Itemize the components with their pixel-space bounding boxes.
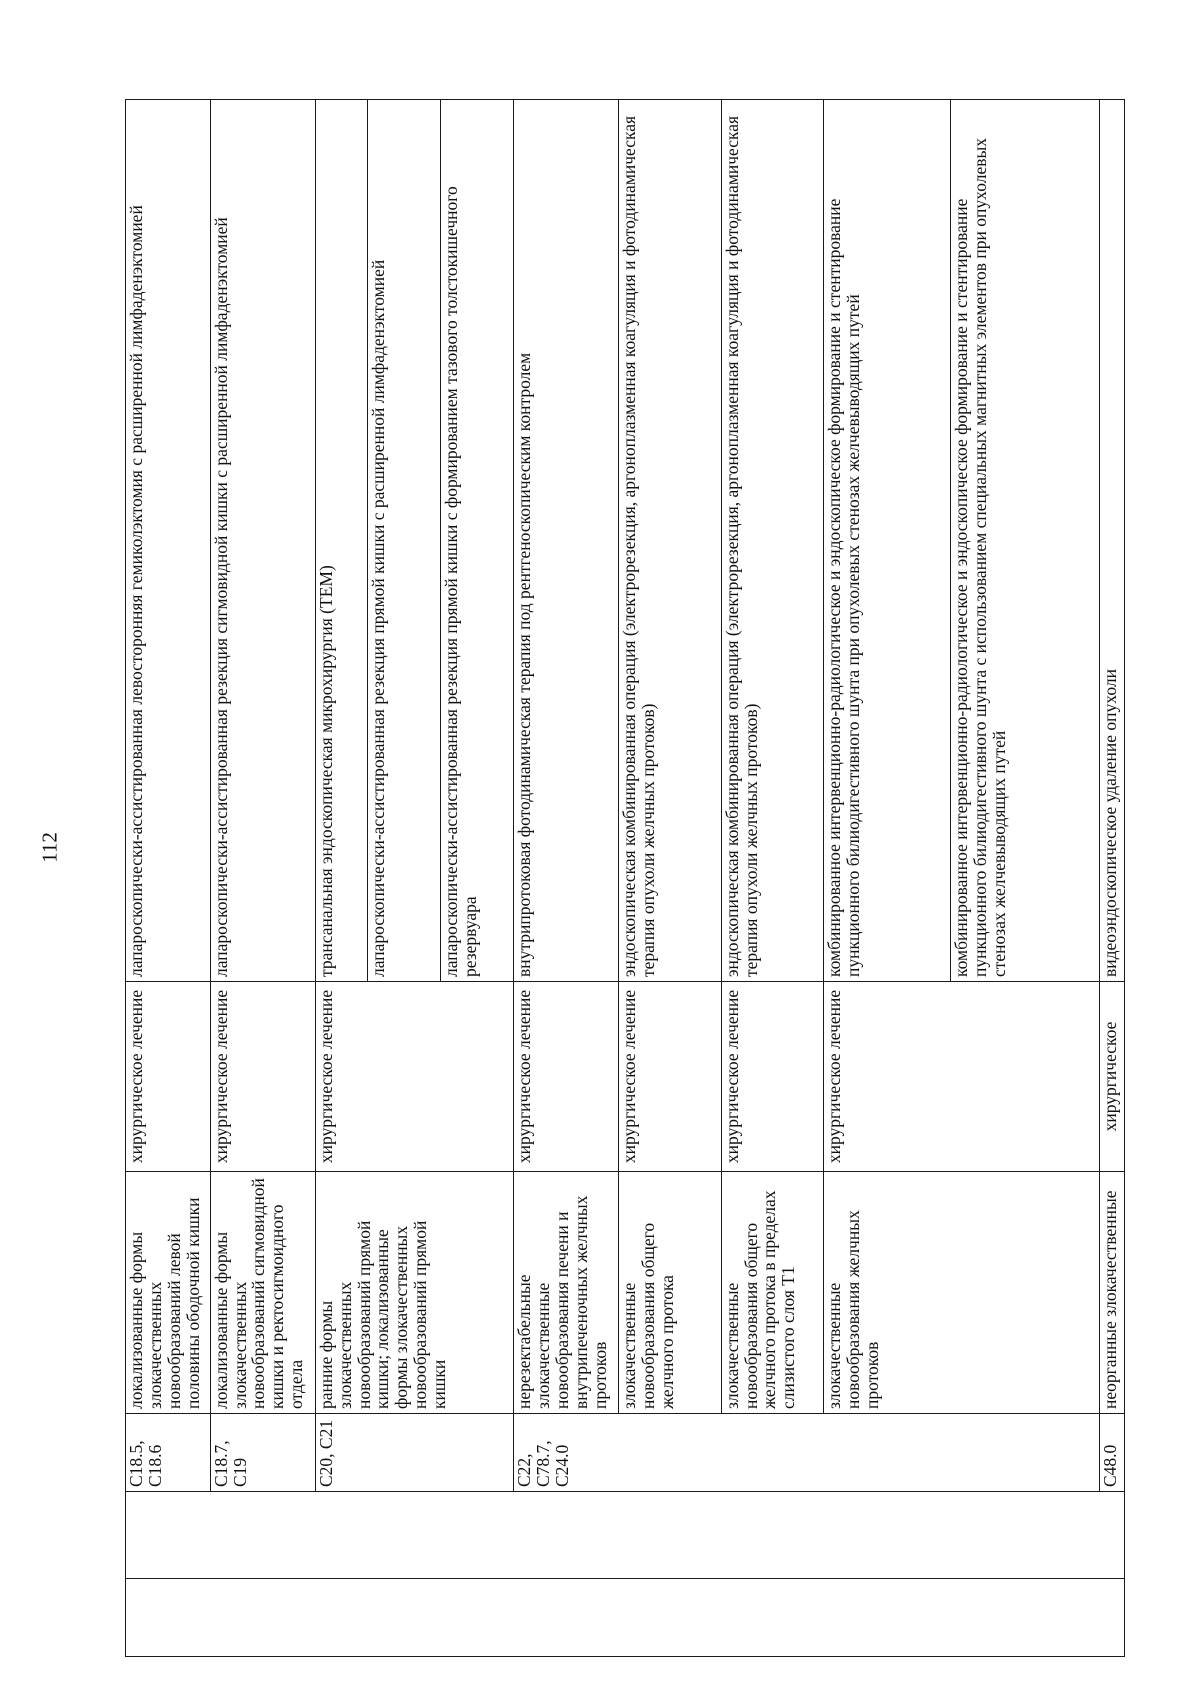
diagnosis-cell: злокачественные новообразования желчных протоков (824, 1172, 1100, 1414)
code-cell: C18.7, C19 (210, 1414, 315, 1492)
table-row (126, 100, 211, 1657)
table-row (210, 100, 315, 1657)
method-cell: внутрипротоковая фотодинамическая терапия под рентгеноскопическим контролем (514, 100, 619, 982)
empty-cell (126, 1492, 1125, 1579)
code-cell: C20, C21 (315, 1414, 513, 1492)
method-cell: эндоскопическая комбинированная операция (электрорезекция, аргоноплазменная коагуляция и фотодинамическая терапия опухоли желчных протоков) (721, 100, 823, 982)
treatment-cell: хирургическое лечение (315, 982, 513, 1172)
treatment-cell: хирургическое лечение (619, 982, 721, 1172)
method-cell: видеоэндоскопическое удаление опухоли (1100, 100, 1125, 982)
method-cell: лапароскопически-ассистированная резекция сигмовидной кишки с расширенной лимфаденэктомией (210, 100, 315, 982)
treatment-table (125, 99, 1125, 1657)
code-cell: C48.0 (1100, 1414, 1125, 1492)
page-number: 112 (37, 832, 62, 863)
code-cell: C22, C78.7, C24.0 (514, 1414, 1100, 1492)
table-container (125, 100, 1125, 1657)
method-cell: эндоскопическая комбинированная операция (электрорезекция, аргоноплазменная коагуляция и фотодинамическая терапия опухоли желчных протоков) (619, 100, 721, 982)
method-cell: трансанальная эндоскопическая микрохирургия (ТЕМ) (315, 100, 367, 982)
diagnosis-cell: злокачественные новообразования общего желчного протока (619, 1172, 721, 1414)
diagnosis-cell: неорганные злокачественные (1100, 1172, 1125, 1414)
diagnosis-cell: злокачественные новообразования общего желчного протока в пределах слизистого слоя T1 (721, 1172, 823, 1414)
treatment-cell: хирургическое лечение (210, 982, 315, 1172)
code-cell: C18.5, C18.6 (126, 1414, 211, 1492)
method-cell: лапароскопически-ассистированная резекция прямой кишки с формированием тазового толстокишечного резервуара (440, 100, 513, 982)
diagnosis-cell: локализованные формы злокачественных новообразований сигмовидной кишки и ректосигмоидного отдела (210, 1172, 315, 1414)
method-cell: лапароскопически-ассистированная левосторонняя гемиколэктомия с расширенной лимфаденэктомией (126, 100, 211, 982)
method-cell: лапароскопически-ассистированная резекция прямой кишки с расширенной лимфаденэктомией (367, 100, 440, 982)
treatment-cell: хирургическое лечение (721, 982, 823, 1172)
empty-cell (126, 1579, 1125, 1657)
method-cell: комбинированное интервенционно-радиологическое и эндоскопическое формирование и стентирование пункционного билиодигестивного шунта с использованием специальных магнитных элементов при опухолевых стенозах желчевыводящих путей (951, 100, 1100, 982)
table-row (514, 100, 619, 1657)
treatment-cell: хирургическое лечение (514, 982, 619, 1172)
treatment-cell: хирургическое лечение (126, 982, 211, 1172)
table-row (315, 100, 367, 1657)
treatment-cell: хирургическое лечение (824, 982, 1100, 1172)
table-row (1100, 100, 1125, 1657)
diagnosis-cell: нерезектабельные злокачественные новообразования печени и внутрипеченочных желчных протоков (514, 1172, 619, 1414)
diagnosis-cell: локализованные формы злокачественных новообразований левой половины ободочной кишки (126, 1172, 211, 1414)
diagnosis-cell: ранние формы злокачественных новообразований прямой кишки; локализованные формы злокачественных новообразований прямой кишки (315, 1172, 513, 1414)
method-cell: комбинированное интервенционно-радиологическое и эндоскопическое формирование и стентирование пункционного билиодигестивного шунта при опухолевых стенозах желчевыводящих путей (824, 100, 951, 982)
treatment-cell: хирургическое (1100, 982, 1125, 1172)
